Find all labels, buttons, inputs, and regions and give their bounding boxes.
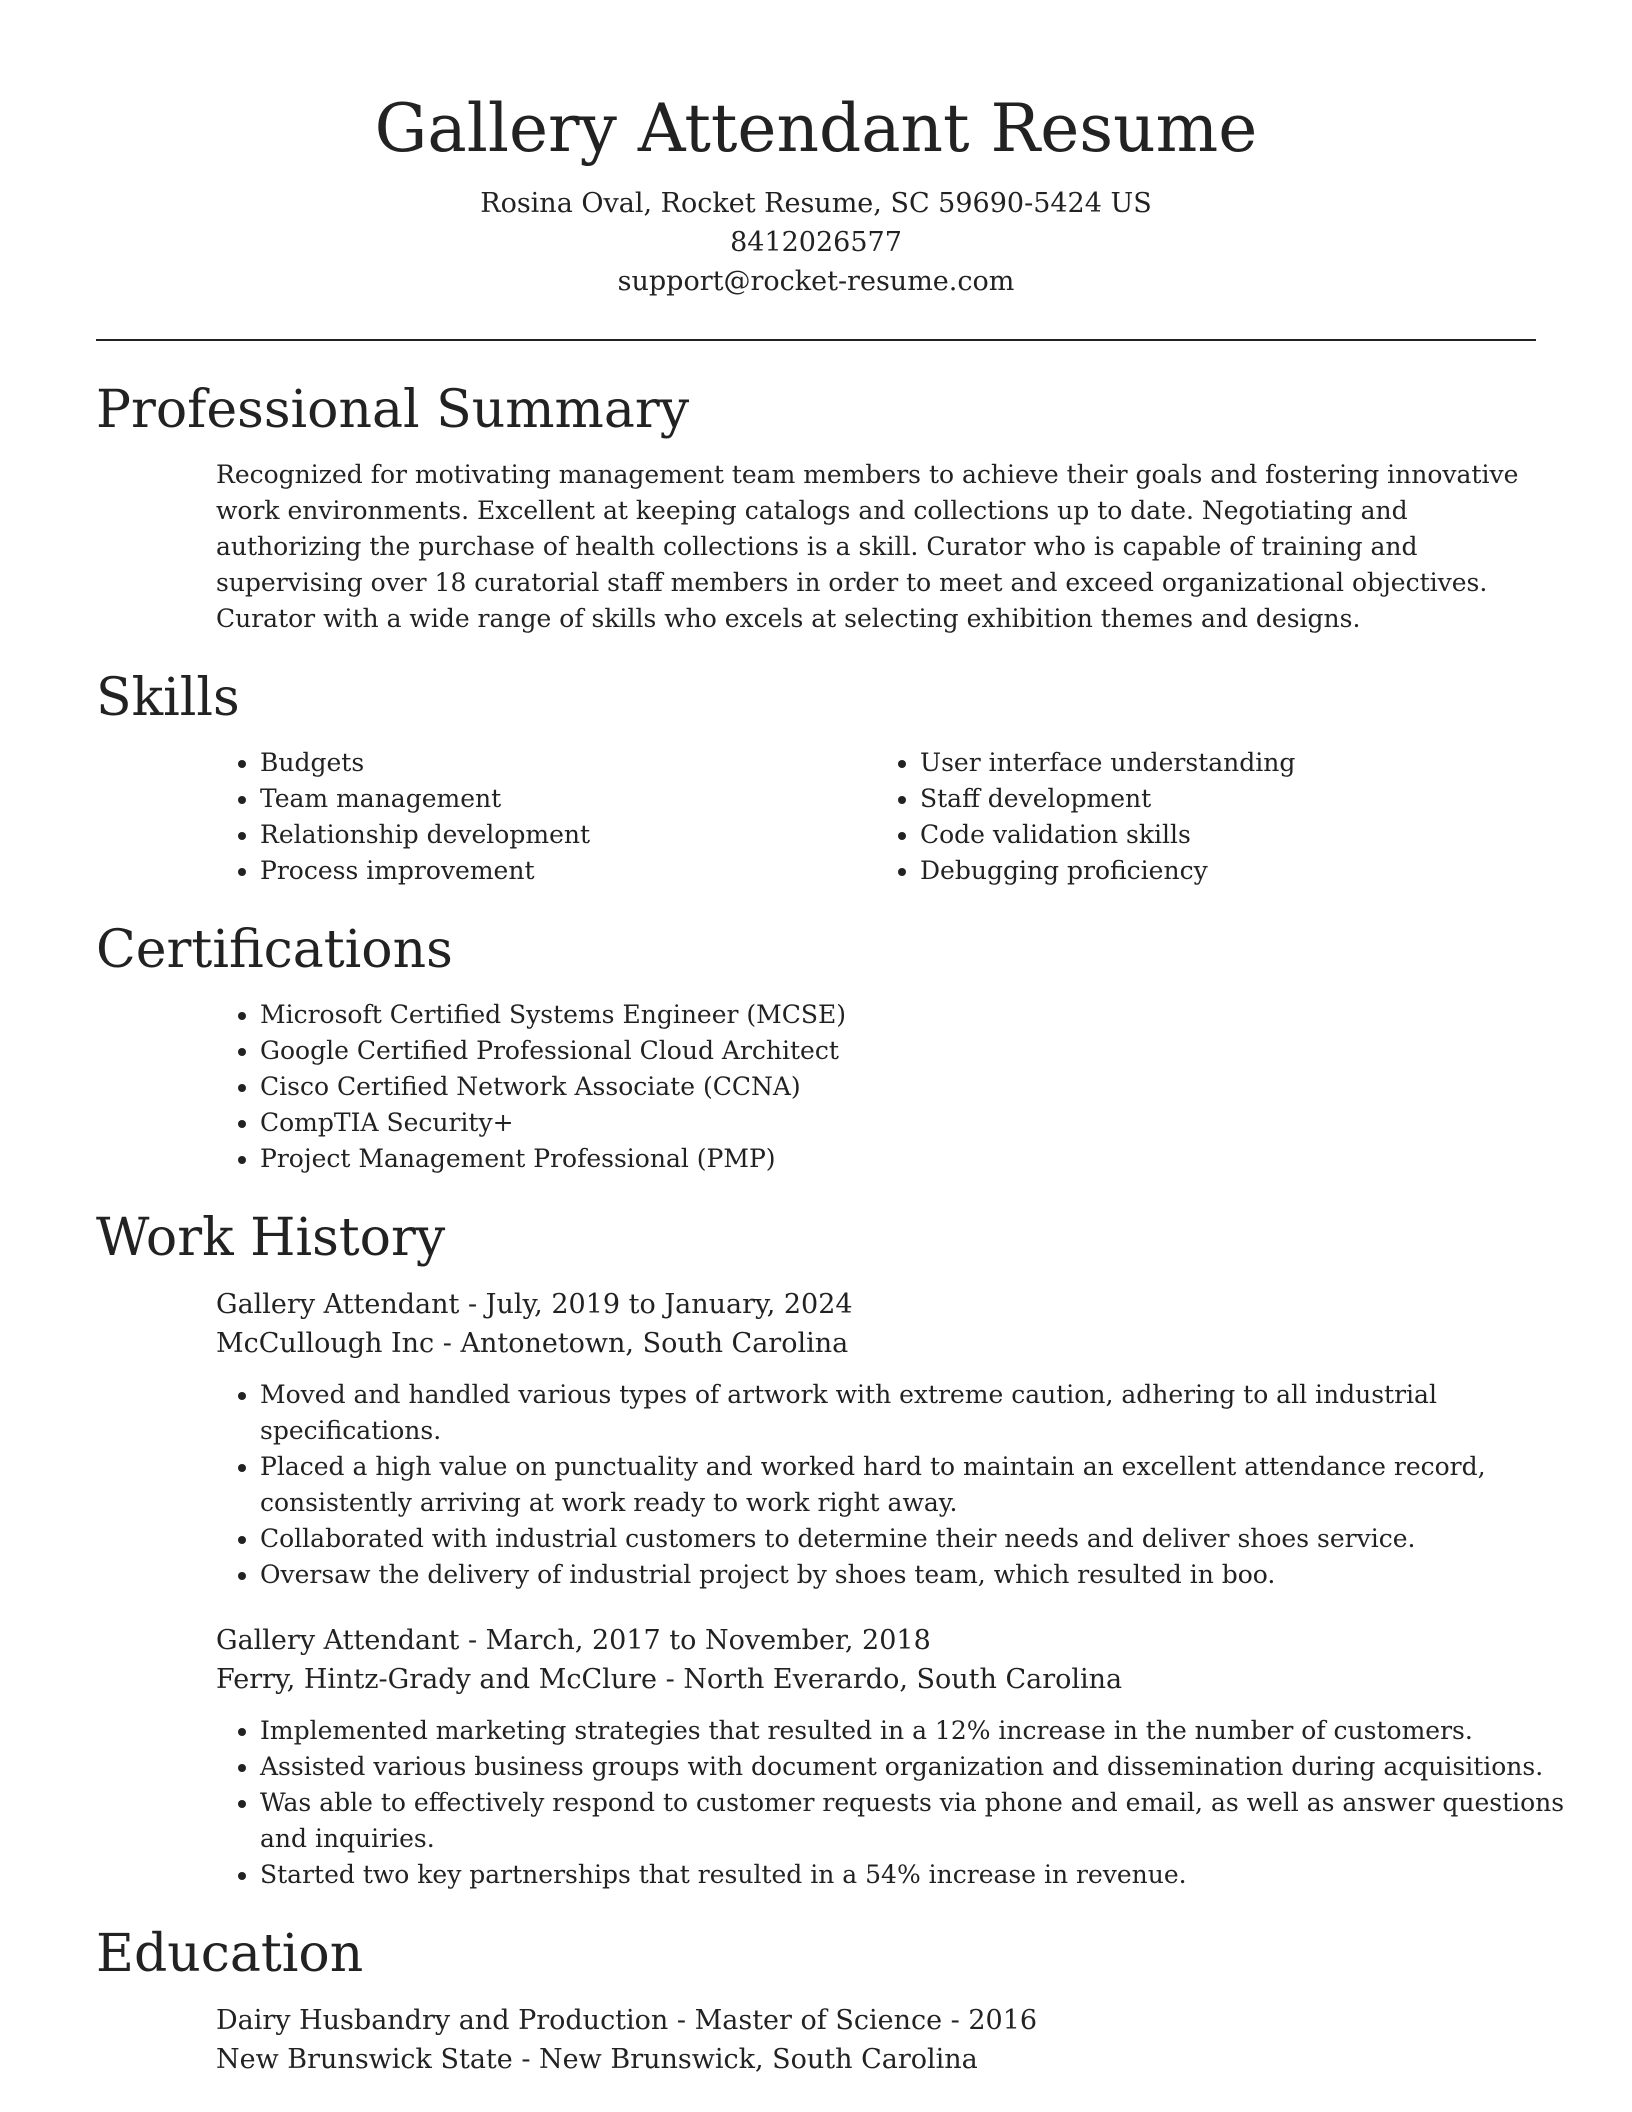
job-bullet: • Started two key partnerships that resulted in a 54% increase in revenue.: [260, 1857, 1580, 1893]
skill-item: • Staff development: [920, 781, 1536, 817]
job-company-line: Ferry, Hintz-Grady and McClure - North Everardo, South Carolina: [216, 1664, 1123, 1695]
summary-text: Recognized for motivating management team members to achieve their goals and fostering innovative work environments. Excellent at keeping catalogs and collections up to date. Negotiating and authorizing the purchase of health collections is a skill. Curator who is capable of training and supervising over 18 curatorial staff members in order to meet and exceed organizational objectives. Curator with a wide range of skills who excels at selecting exhibition themes and designs.: [216, 460, 1519, 633]
job-bullet: • Moved and handled various types of artwork with extreme caution, adhering to all industrial specifications.: [260, 1377, 1580, 1449]
header-divider: [96, 339, 1536, 341]
skill-item: • Budgets: [260, 745, 876, 781]
resume-title: Gallery Attendant Resume: [374, 90, 1258, 167]
certification-item: • Cisco Certified Network Associate (CCNA): [260, 1069, 1536, 1105]
skills-section: [96, 667, 1536, 889]
work-history-section: [96, 1207, 1565, 1893]
job-bullet: • Assisted various business groups with document organization and dissemination during acquisitions.: [260, 1749, 1580, 1785]
skill-item: • Code validation skills: [920, 817, 1536, 853]
skill-item: • Debugging proficiency: [920, 853, 1536, 889]
certification-item: • CompTIA Security+: [260, 1105, 1536, 1141]
skill-item: • User interface understanding: [920, 745, 1536, 781]
job-entry: [216, 1621, 1565, 1893]
work-history-heading: Work History: [96, 1208, 446, 1268]
job-bullet: • Collaborated with industrial customers to determine their needs and deliver shoes service.: [260, 1521, 1580, 1557]
certification-item: • Microsoft Certified Systems Engineer (MCSE): [260, 997, 1536, 1033]
certification-item: • Google Certified Professional Cloud Architect: [260, 1033, 1536, 1069]
job-company-line: McCullough Inc - Antonetown, South Carolina: [216, 1328, 849, 1359]
summary-section: [96, 379, 1536, 637]
skill-item: • Process improvement: [260, 853, 876, 889]
contact-phone: 8412026577: [730, 227, 902, 258]
contact-address: Rosina Oval, Rocket Resume, SC 59690-5424 US: [480, 188, 1152, 219]
education-school-line: New Brunswick State - New Brunswick, South Carolina: [216, 2044, 978, 2075]
skills-columns: [216, 745, 1536, 889]
job-title-line: Gallery Attendant - July, 2019 to January, 2024: [216, 1289, 853, 1320]
education-degree-line: Dairy Husbandry and Production - Master of Science - 2016: [216, 2005, 1038, 2036]
resume-page: [96, 0, 1565, 2079]
certifications-heading: Certifications: [96, 920, 453, 980]
summary-heading: Professional Summary: [96, 380, 690, 440]
job-bullets: [216, 1377, 1580, 1593]
skill-item: • Team management: [260, 781, 876, 817]
job-bullet: • Oversaw the delivery of industrial project by shoes team, which resulted in boo.: [260, 1557, 1580, 1593]
contact-email: support@rocket-resume.com: [617, 266, 1015, 297]
job-entry: [216, 1285, 1536, 1593]
job-bullet: • Placed a high value on punctuality and worked hard to maintain an excellent attendance record, consistently arriving at work ready to work right away.: [260, 1449, 1580, 1521]
education-entry: [216, 2001, 1536, 2079]
job-title-line: Gallery Attendant - March, 2017 to November, 2018: [216, 1625, 931, 1656]
education-heading: Education: [96, 1924, 364, 1984]
job-bullet: • Implemented marketing strategies that resulted in a 12% increase in the number of customers.: [260, 1713, 1580, 1749]
skills-heading: Skills: [96, 668, 240, 728]
contact-block: [96, 184, 1536, 301]
education-section: [96, 1923, 1536, 2079]
skills-list-left: [216, 745, 876, 889]
certification-item: • Project Management Professional (PMP): [260, 1141, 1536, 1177]
certifications-section: [96, 919, 1536, 1177]
skill-item: • Relationship development: [260, 817, 876, 853]
certifications-list: [216, 997, 1536, 1177]
job-bullet: • Was able to effectively respond to customer requests via phone and email, as well as answer questions and inquiries.: [260, 1785, 1580, 1857]
job-bullets: [216, 1713, 1580, 1893]
skills-list-right: [876, 745, 1536, 889]
